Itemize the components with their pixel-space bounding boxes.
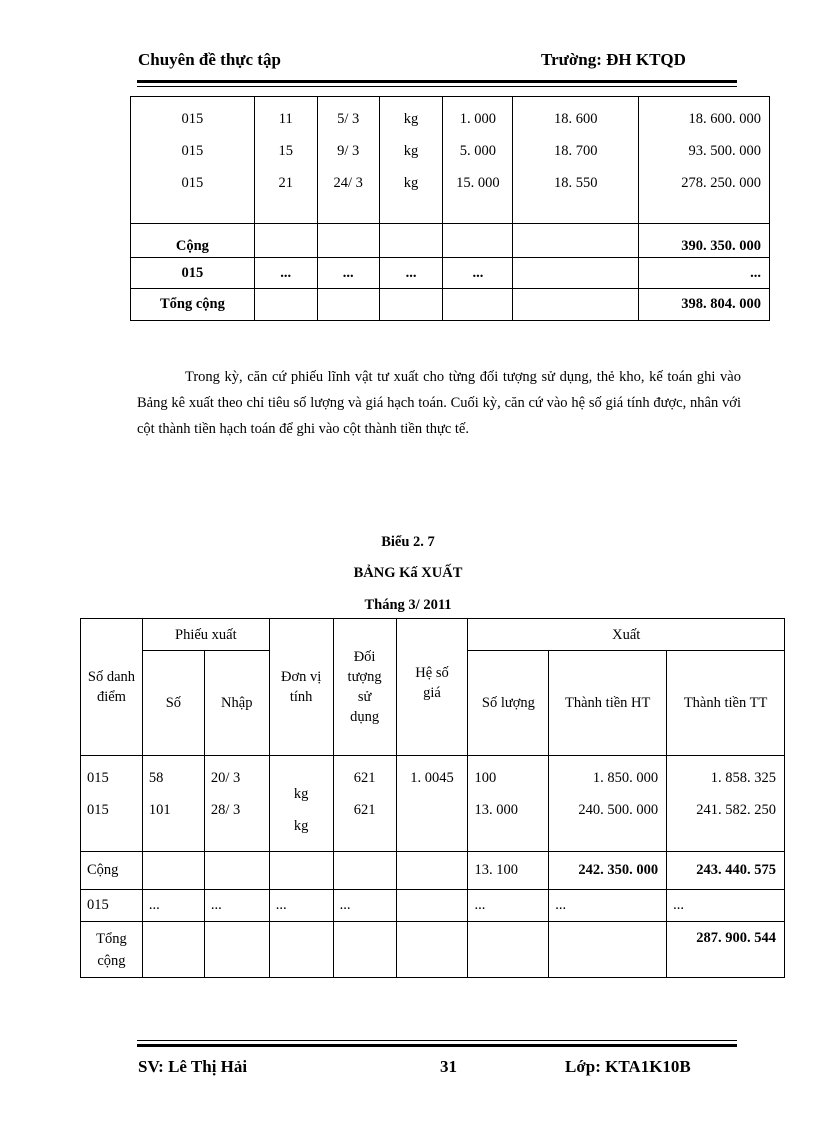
col-qty: 1. 000 5. 000 15. 000: [443, 97, 513, 224]
page-number: 31: [440, 1057, 457, 1076]
hdr-nhap: Nhập: [204, 651, 269, 756]
table-row: [131, 97, 770, 224]
grand-value: 398. 804. 000: [639, 289, 770, 321]
table-row-total: [131, 224, 770, 258]
table-row-total: Cộng 13. 100 242. 350. 000 243. 440. 575: [81, 852, 785, 890]
col-amount: 18. 600. 000 93. 500. 000 278. 250. 000: [639, 97, 770, 224]
hdr-he-so-gia: Hệ số giá: [396, 619, 468, 756]
export-table: [80, 618, 785, 978]
table-period: Tháng 3/ 2011: [364, 597, 452, 613]
table-row-grand: [131, 289, 770, 321]
header-row-1: [81, 619, 785, 651]
footer-rule: [137, 1044, 737, 1047]
hdr-phieu-xuat: Phiếu xuất: [142, 619, 269, 651]
hdr-thanh-tien-tt: Thành tiền TT: [667, 651, 785, 756]
hdr-doi-tuong: Đối tượng sử dụng: [333, 619, 396, 756]
table-continuation: [130, 96, 770, 321]
table-row-more: 015 ... ... ... ... ...: [131, 258, 770, 289]
hdr-xuat: Xuất: [468, 619, 785, 651]
col-code: 015 015 015: [131, 97, 255, 224]
table-row: 015 015 58 101 20/ 3 28/ 3 kg kg 621 621 1. 0045 100 13. 000 1. 850. 000 240. 500. 000 1. 858. 325 241. 582. 250: [81, 756, 785, 852]
header-left: Chuyên đề thực tập: [138, 50, 281, 69]
hdr-so-luong: Số lượng: [468, 651, 549, 756]
table-title: BẢNG Kấ XUẤT: [353, 565, 463, 581]
hdr-so: Số: [142, 651, 204, 756]
table-caption: Biểu 2. 7: [381, 534, 435, 550]
col-price: 18. 600 18. 700 18. 550: [513, 97, 639, 224]
header-rule: [137, 80, 737, 83]
col-so: 11 15 21: [254, 97, 317, 224]
total-label: Cộng: [131, 224, 255, 258]
footer-class: Lớp: KTA1K10B: [565, 1057, 691, 1076]
hdr-don-vi-tinh: Đơn vị tính: [269, 619, 333, 756]
footer-rule-thin: [137, 1040, 737, 1041]
body-paragraph: Trong kỳ, căn cứ phiếu lĩnh vật tư xuất cho từng đối tượng sử dụng, thẻ kho, kế toán ghi vào Bảng kê xuất theo chỉ tiêu số lượng và giá hạch toán. Cuối kỳ, căn cứ vào hệ số giá tính được, nhân với cột thành tiền hạch toán để ghi vào cột thành tiền thực tế.: [137, 369, 741, 437]
hdr-so-danh-diem: Số danh điểm: [81, 619, 143, 756]
header-right: Trường: ĐH KTQD: [541, 50, 686, 69]
table-row-grand: Tổng cộng 287. 900. 544: [81, 922, 785, 978]
col-unit: kg kg kg: [379, 97, 443, 224]
footer-student: SV: Lê Thị Hải: [138, 1057, 248, 1076]
table-row-more: 015 ... ... ... ... ... ... ...: [81, 890, 785, 922]
col-date: 5/ 3 9/ 3 24/ 3: [317, 97, 379, 224]
hdr-thanh-tien-ht: Thành tiền HT: [549, 651, 667, 756]
grand-label: Tổng cộng: [131, 289, 255, 321]
header-rule-thin: [137, 86, 737, 87]
total-value: 390. 350. 000: [639, 224, 770, 258]
